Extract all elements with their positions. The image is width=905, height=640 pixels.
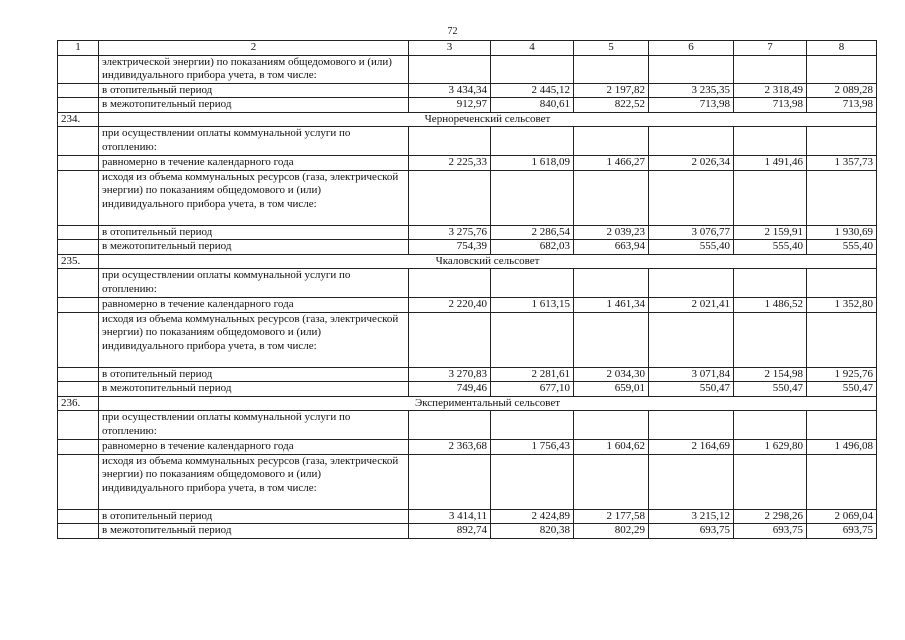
row-number-cell	[58, 83, 99, 98]
value-cell: 2 177,58	[574, 509, 649, 524]
value-cell	[491, 312, 574, 367]
value-cell: 2 424,89	[491, 509, 574, 524]
table-row	[58, 98, 877, 113]
row-description: электрической энергии) по показаниям общедомового и (или) индивидуального прибора учета, в том числе:	[99, 55, 409, 83]
row-number-cell	[58, 509, 99, 524]
value-cell: 693,75	[649, 524, 734, 539]
value-cell	[649, 411, 734, 440]
value-cell: 713,98	[807, 98, 877, 113]
section-number: 234.	[58, 112, 99, 127]
value-cell	[807, 312, 877, 367]
table-row	[58, 312, 877, 367]
value-cell: 2 298,26	[734, 509, 807, 524]
value-cell	[409, 127, 491, 156]
value-cell: 659,01	[574, 382, 649, 397]
value-cell: 2 318,49	[734, 83, 807, 98]
value-cell: 912,97	[409, 98, 491, 113]
value-cell	[807, 127, 877, 156]
value-cell: 3 270,83	[409, 367, 491, 382]
column-header: 7	[734, 41, 807, 56]
row-number-cell	[58, 367, 99, 382]
value-cell: 1 930,69	[807, 225, 877, 240]
row-description: исходя из объема коммунальных ресурсов (газа, электрической энергии) по показаниям общедомового и (или) индивидуального прибора учета, в том числе:	[99, 170, 409, 225]
value-cell	[807, 411, 877, 440]
value-cell: 749,46	[409, 382, 491, 397]
value-cell: 677,10	[491, 382, 574, 397]
section-row	[58, 254, 877, 269]
row-number-cell	[58, 312, 99, 367]
value-cell: 2 164,69	[649, 440, 734, 455]
table-row	[58, 269, 877, 298]
row-number-cell	[58, 240, 99, 255]
row-description: в отопительный период	[99, 367, 409, 382]
value-cell: 2 286,54	[491, 225, 574, 240]
table-row	[58, 382, 877, 397]
value-cell	[409, 55, 491, 83]
table-row	[58, 225, 877, 240]
row-description: равномерно в течение календарного года	[99, 156, 409, 171]
value-cell: 1 486,52	[734, 298, 807, 313]
value-cell: 2 089,28	[807, 83, 877, 98]
value-cell	[649, 55, 734, 83]
value-cell	[734, 312, 807, 367]
row-description: при осуществлении оплаты коммунальной услуги по отоплению:	[99, 127, 409, 156]
value-cell: 2 159,91	[734, 225, 807, 240]
value-cell: 550,47	[734, 382, 807, 397]
table-row	[58, 524, 877, 539]
value-cell: 1 756,43	[491, 440, 574, 455]
section-row	[58, 396, 877, 411]
section-title: Экспериментальный сельсовет	[99, 396, 877, 411]
table-row	[58, 156, 877, 171]
value-cell: 2 445,12	[491, 83, 574, 98]
value-cell	[491, 269, 574, 298]
value-cell: 1 496,08	[807, 440, 877, 455]
table-row	[58, 509, 877, 524]
column-number-header-row	[58, 41, 877, 56]
value-cell: 2 363,68	[409, 440, 491, 455]
value-cell: 555,40	[734, 240, 807, 255]
value-cell	[574, 312, 649, 367]
value-cell: 2 039,23	[574, 225, 649, 240]
value-cell: 1 466,27	[574, 156, 649, 171]
row-description: в отопительный период	[99, 509, 409, 524]
value-cell	[574, 454, 649, 509]
value-cell	[491, 127, 574, 156]
row-number-cell	[58, 98, 99, 113]
column-header: 1	[58, 41, 99, 56]
value-cell: 693,75	[807, 524, 877, 539]
value-cell: 1 618,09	[491, 156, 574, 171]
value-cell	[649, 269, 734, 298]
value-cell	[649, 127, 734, 156]
row-description: при осуществлении оплаты коммунальной услуги по отоплению:	[99, 269, 409, 298]
column-header: 8	[807, 41, 877, 56]
row-description: в межотопительный период	[99, 524, 409, 539]
row-description: в отопительный период	[99, 83, 409, 98]
table-row	[58, 440, 877, 455]
column-header: 4	[491, 41, 574, 56]
column-header: 6	[649, 41, 734, 56]
value-cell: 3 076,77	[649, 225, 734, 240]
table-row	[58, 55, 877, 83]
table-row	[58, 127, 877, 156]
table-row	[58, 170, 877, 225]
value-cell: 3 434,34	[409, 83, 491, 98]
table-row	[58, 454, 877, 509]
section-number: 235.	[58, 254, 99, 269]
value-cell	[734, 55, 807, 83]
column-header: 3	[409, 41, 491, 56]
value-cell: 2 197,82	[574, 83, 649, 98]
value-cell	[807, 55, 877, 83]
value-cell: 2 034,30	[574, 367, 649, 382]
row-description: исходя из объема коммунальных ресурсов (газа, электрической энергии) по показаниям общедомового и (или) индивидуального прибора учета, в том числе:	[99, 454, 409, 509]
value-cell: 1 461,34	[574, 298, 649, 313]
row-description: в межотопительный период	[99, 240, 409, 255]
row-description: в межотопительный период	[99, 98, 409, 113]
row-description: равномерно в течение календарного года	[99, 298, 409, 313]
value-cell: 3 235,35	[649, 83, 734, 98]
value-cell	[807, 454, 877, 509]
value-cell: 682,03	[491, 240, 574, 255]
row-number-cell	[58, 269, 99, 298]
value-cell	[734, 127, 807, 156]
value-cell: 2 021,41	[649, 298, 734, 313]
value-cell: 892,74	[409, 524, 491, 539]
value-cell: 1 925,76	[807, 367, 877, 382]
value-cell	[734, 170, 807, 225]
value-cell: 713,98	[734, 98, 807, 113]
row-number-cell	[58, 156, 99, 171]
value-cell: 2 281,61	[491, 367, 574, 382]
value-cell	[491, 170, 574, 225]
value-cell	[574, 170, 649, 225]
value-cell	[734, 411, 807, 440]
value-cell	[807, 170, 877, 225]
value-cell: 1 604,62	[574, 440, 649, 455]
table-row	[58, 298, 877, 313]
table-row	[58, 411, 877, 440]
value-cell: 713,98	[649, 98, 734, 113]
row-number-cell	[58, 440, 99, 455]
value-cell	[574, 127, 649, 156]
column-header: 2	[99, 41, 409, 56]
value-cell: 2 069,04	[807, 509, 877, 524]
value-cell	[409, 312, 491, 367]
page-number: 72	[447, 26, 458, 37]
value-cell: 663,94	[574, 240, 649, 255]
value-cell	[409, 411, 491, 440]
row-number-cell	[58, 55, 99, 83]
row-description: в отопительный период	[99, 225, 409, 240]
value-cell: 802,29	[574, 524, 649, 539]
value-cell	[491, 411, 574, 440]
value-cell	[574, 411, 649, 440]
value-cell	[409, 454, 491, 509]
row-description: при осуществлении оплаты коммунальной услуги по отоплению:	[99, 411, 409, 440]
row-number-cell	[58, 225, 99, 240]
table-row	[58, 83, 877, 98]
value-cell: 3 414,11	[409, 509, 491, 524]
row-number-cell	[58, 382, 99, 397]
value-cell	[409, 269, 491, 298]
tariff-table	[57, 40, 877, 539]
value-cell: 754,39	[409, 240, 491, 255]
value-cell	[807, 269, 877, 298]
value-cell: 840,61	[491, 98, 574, 113]
section-number: 236.	[58, 396, 99, 411]
value-cell	[409, 170, 491, 225]
row-number-cell	[58, 454, 99, 509]
row-number-cell	[58, 127, 99, 156]
value-cell: 822,52	[574, 98, 649, 113]
table-body	[58, 41, 877, 539]
value-cell: 3 071,84	[649, 367, 734, 382]
value-cell	[649, 312, 734, 367]
value-cell: 1 491,46	[734, 156, 807, 171]
value-cell: 820,38	[491, 524, 574, 539]
row-number-cell	[58, 524, 99, 539]
row-number-cell	[58, 411, 99, 440]
value-cell: 1 352,80	[807, 298, 877, 313]
section-row	[58, 112, 877, 127]
value-cell	[491, 55, 574, 83]
value-cell	[574, 55, 649, 83]
value-cell	[574, 269, 649, 298]
value-cell: 693,75	[734, 524, 807, 539]
value-cell: 555,40	[807, 240, 877, 255]
value-cell: 3 275,76	[409, 225, 491, 240]
value-cell	[734, 269, 807, 298]
row-description: исходя из объема коммунальных ресурсов (газа, электрической энергии) по показаниям общедомового и (или) индивидуального прибора учета, в том числе:	[99, 312, 409, 367]
section-title: Чкаловский сельсовет	[99, 254, 877, 269]
value-cell	[649, 454, 734, 509]
value-cell	[491, 454, 574, 509]
table-row	[58, 367, 877, 382]
value-cell: 2 220,40	[409, 298, 491, 313]
value-cell: 2 225,33	[409, 156, 491, 171]
row-number-cell	[58, 298, 99, 313]
value-cell	[734, 454, 807, 509]
value-cell: 1 357,73	[807, 156, 877, 171]
value-cell	[649, 170, 734, 225]
value-cell: 2 026,34	[649, 156, 734, 171]
value-cell: 555,40	[649, 240, 734, 255]
value-cell: 2 154,98	[734, 367, 807, 382]
column-header: 5	[574, 41, 649, 56]
value-cell: 1 613,15	[491, 298, 574, 313]
value-cell: 550,47	[649, 382, 734, 397]
row-number-cell	[58, 170, 99, 225]
row-description: в межотопительный период	[99, 382, 409, 397]
section-title: Чернореченский сельсовет	[99, 112, 877, 127]
value-cell: 3 215,12	[649, 509, 734, 524]
value-cell: 550,47	[807, 382, 877, 397]
table-row	[58, 240, 877, 255]
row-description: равномерно в течение календарного года	[99, 440, 409, 455]
value-cell: 1 629,80	[734, 440, 807, 455]
